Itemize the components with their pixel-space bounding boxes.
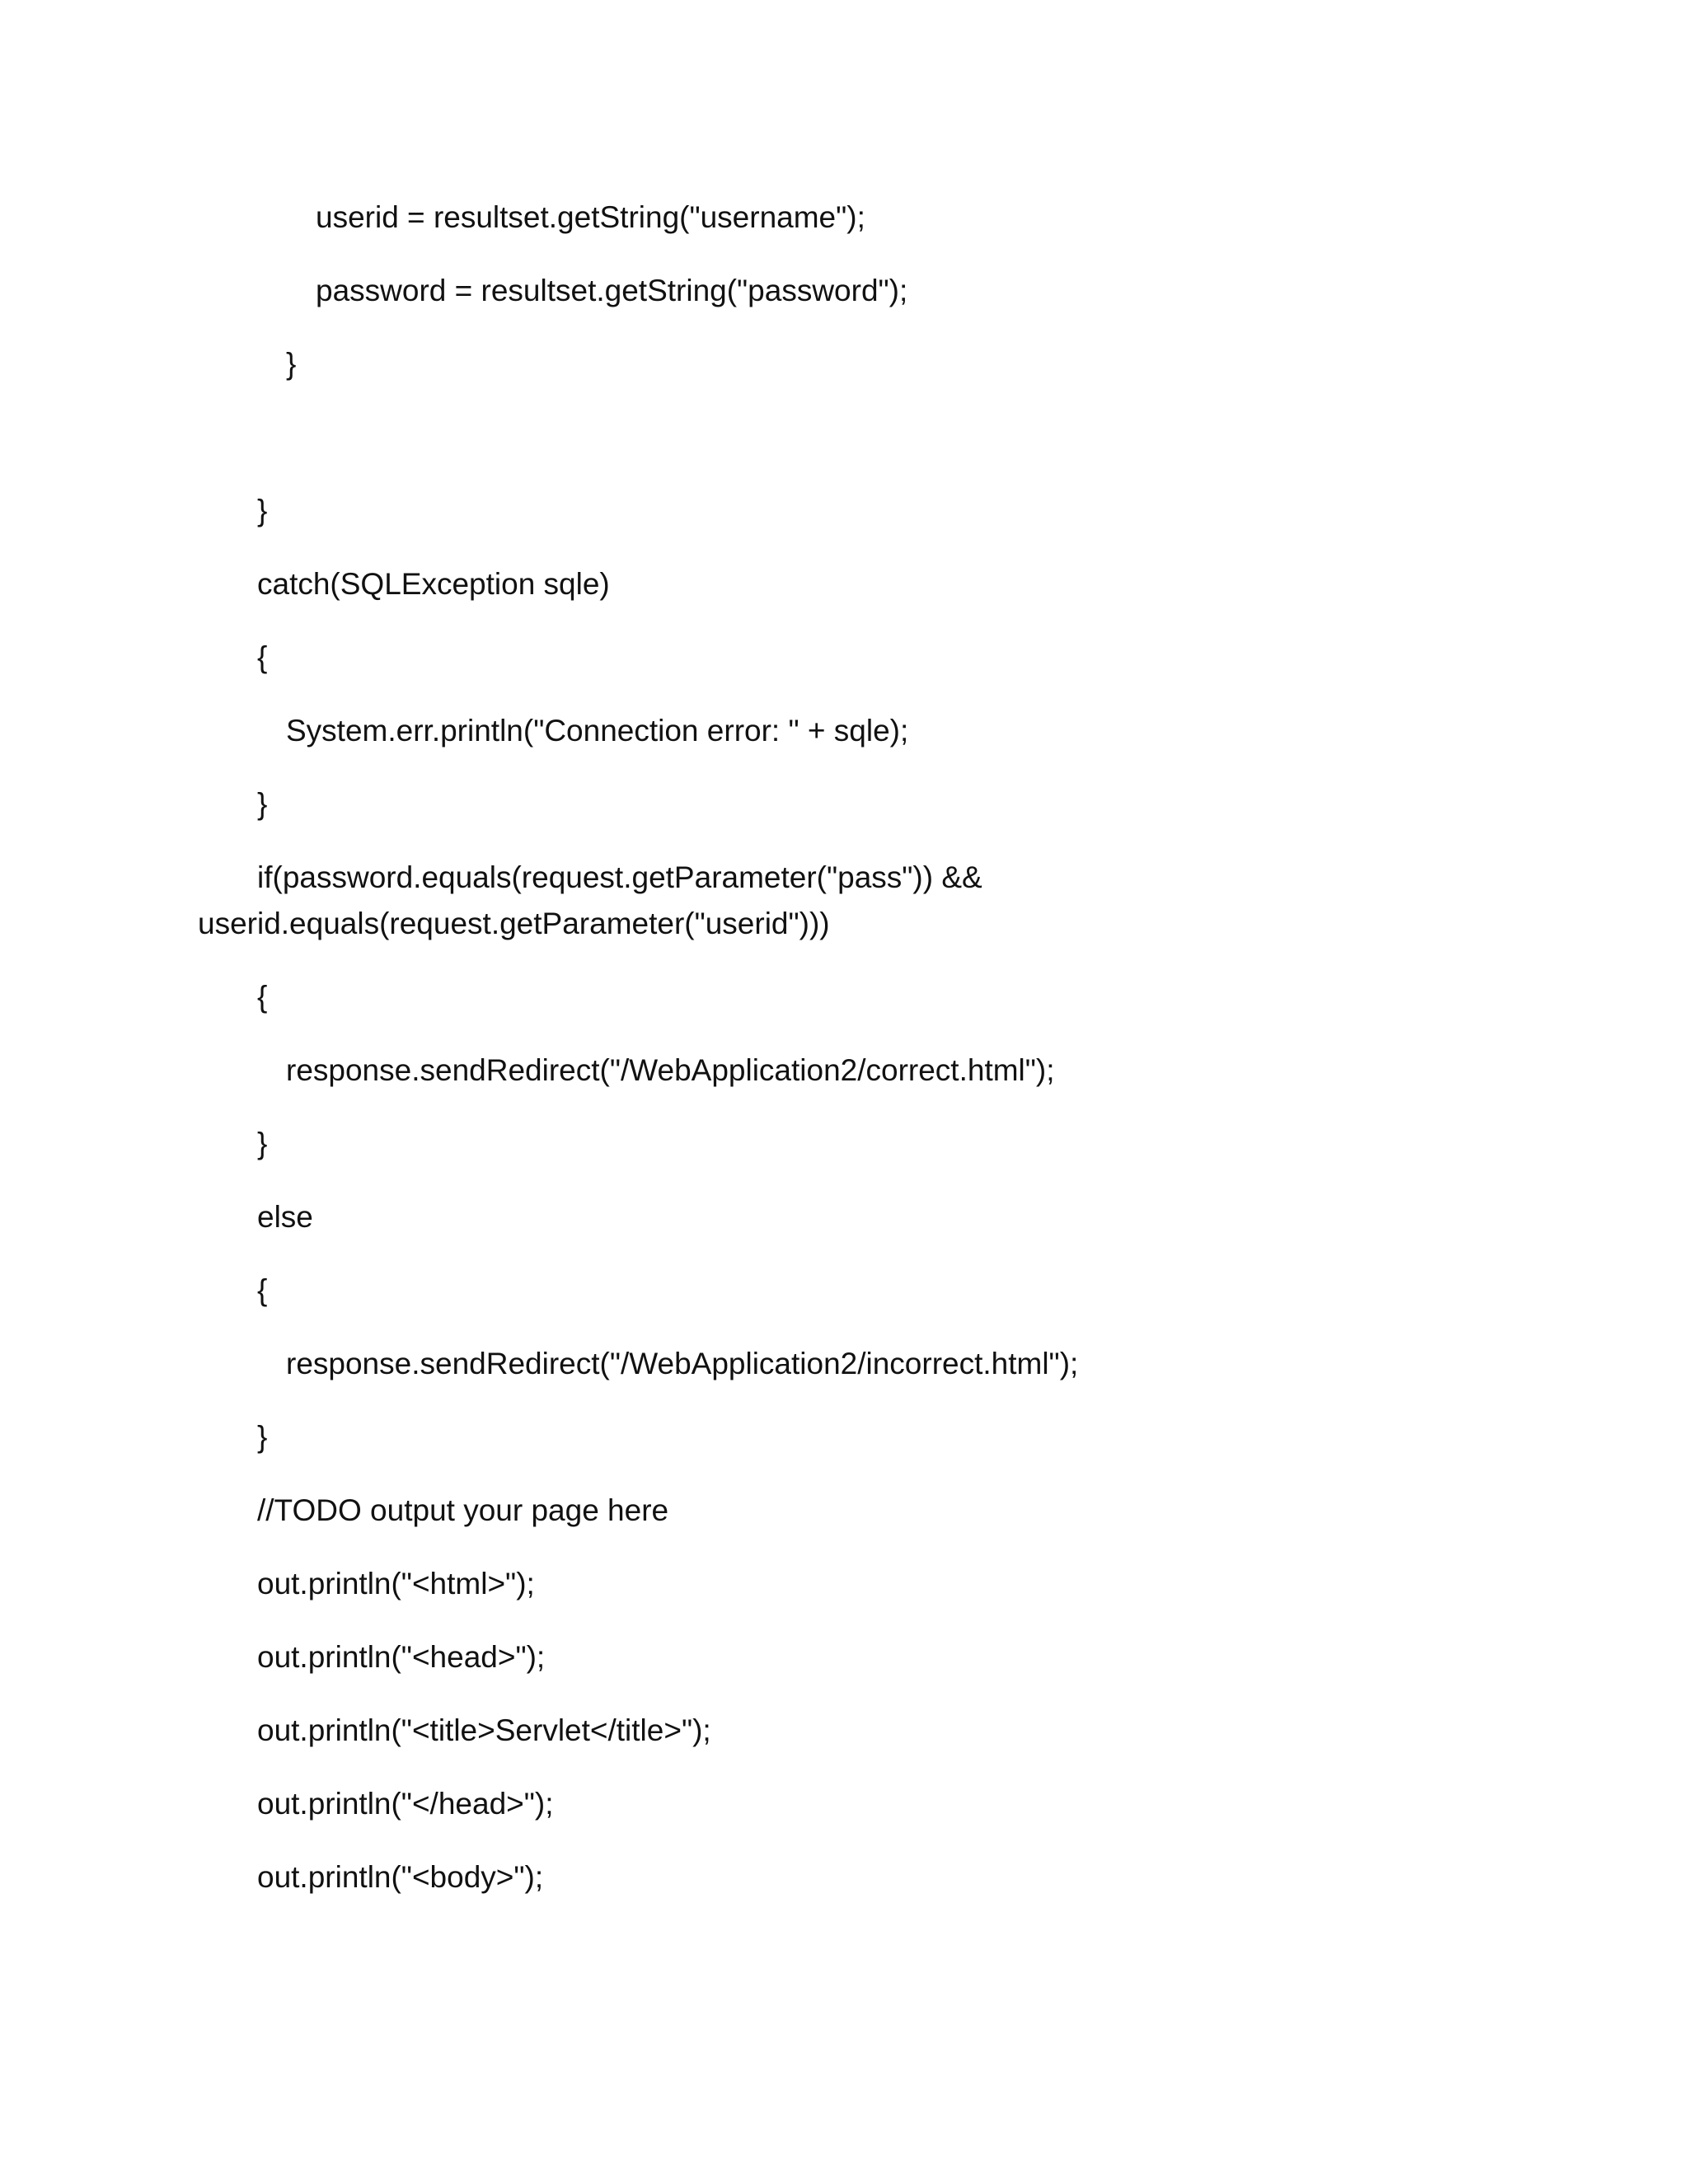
code-line: } [257, 787, 268, 821]
code-line: } [257, 494, 268, 527]
code-line: } [286, 347, 297, 381]
code-line: } [257, 1127, 268, 1160]
code-line: catch(SQLException sqle) [257, 567, 610, 601]
code-line: out.println("<body>"); [257, 1860, 544, 1894]
code-line: userid.equals(request.getParameter("userid"))) [198, 907, 830, 940]
code-line: response.sendRedirect("/WebApplication2/correct.html"); [286, 1053, 1055, 1087]
code-line: System.err.println("Connection error: " + sqle); [286, 714, 909, 748]
code-line: userid = resultset.getString("username"); [316, 200, 865, 234]
code-line: out.println("</head>"); [257, 1787, 554, 1821]
code-line: response.sendRedirect("/WebApplication2/incorrect.html"); [286, 1347, 1079, 1380]
code-line: { [257, 640, 268, 674]
code-line: out.println("<head>"); [257, 1640, 546, 1674]
code-line: out.println("<html>"); [257, 1567, 535, 1601]
code-line: { [257, 980, 268, 1014]
code-line: if(password.equals(request.getParameter("pass")) && [257, 860, 982, 894]
code-line: password = resultset.getString("password"); [316, 274, 908, 307]
code-line: out.println("<title>Servlet</title>"); [257, 1713, 711, 1747]
code-line: //TODO output your page here [257, 1493, 669, 1527]
code-line: { [257, 1273, 268, 1307]
code-line: } [257, 1420, 268, 1454]
code-line: else [257, 1200, 313, 1234]
